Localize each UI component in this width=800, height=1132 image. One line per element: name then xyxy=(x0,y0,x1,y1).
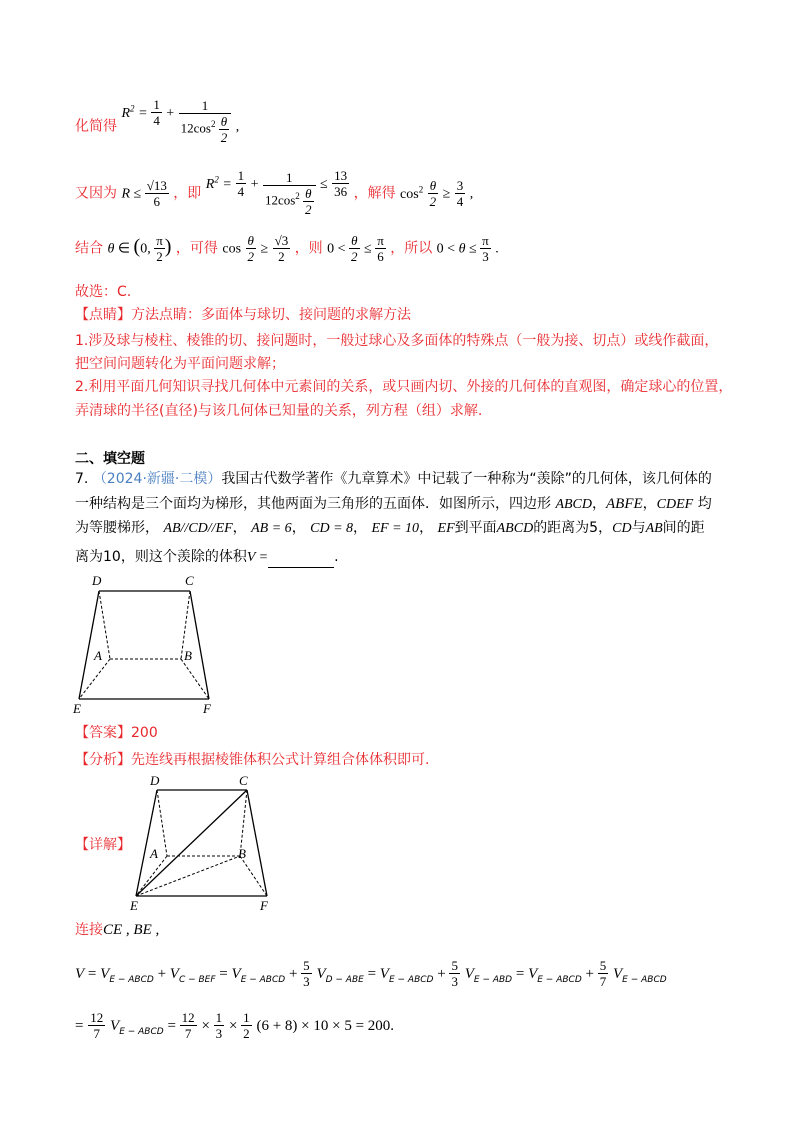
yu-text: 与 xyxy=(631,520,646,536)
v-equals: V = xyxy=(246,550,269,565)
cd-value: CD = 8 xyxy=(310,521,354,536)
kede-text: ，可得 xyxy=(175,240,218,257)
dist-text: 的距离为5， xyxy=(533,520,613,536)
tip-title: 方法点睛：多面体与球切、接问题的求解方法 xyxy=(131,307,411,323)
question-text2: 一种结构是三个面均为梯形，其他两面为三角形的五面体．如图所示，四边形 xyxy=(75,496,551,512)
analysis-text: 先连线再根据棱锥体积公式计算组合体体积即可. xyxy=(131,752,430,768)
figure-trapezoid xyxy=(70,571,220,716)
label-e: E xyxy=(73,701,81,716)
also-prefix: 又因为 xyxy=(75,185,117,202)
label-c: C xyxy=(185,573,194,588)
tip2-line1: 2.利用平面几何知识寻找几何体中元素间的关系，或只画内切、外接的几何体的直观图，确定球心的位置， xyxy=(75,379,733,395)
label-a: A xyxy=(94,648,102,663)
question-line2: 一种结构是三个面均为梯形，其他两面为三角形的五面体．如图所示，四边形 ABCD，ABFE，CDEF 均 xyxy=(75,496,712,512)
frac-sqrt13: $\frac{√13}{6}$ xyxy=(146,178,167,209)
tip2-line2: 弄清球的半径(直径)与该几何体已知量的关系，列方程（组）求解. xyxy=(75,403,483,419)
connect-text: 连接 xyxy=(75,922,103,938)
question-text1: 我国古代数学著作《九章算术》中记载了一种称为“羡除”的几何体，该几何体的 xyxy=(221,471,712,487)
final-value: 200. xyxy=(367,1018,395,1034)
label-b: B xyxy=(184,648,192,663)
combine-prefix: 结合 xyxy=(75,240,103,257)
cd-label: CD xyxy=(612,521,632,536)
answer-value: 200 xyxy=(131,725,158,741)
question-text4: 离为10，则这个羡除的体积 xyxy=(75,549,247,565)
tip-label: 【点睛】 xyxy=(75,307,131,323)
section-title: 二、填空题 xyxy=(75,451,145,467)
question-text3b: 到平面 xyxy=(454,520,497,536)
answer-blank xyxy=(268,553,334,568)
analysis-label: 【分析】 xyxy=(75,752,131,768)
label2-f: F xyxy=(260,898,268,913)
label2-b: B xyxy=(238,846,246,861)
label2-e: E xyxy=(130,898,138,913)
question-line3: 为等腰梯形， AB//CD//EF， AB = 6， CD = 8， EF = 10， EF到平面ABCD的距离为5，CD与AB间的距 xyxy=(75,520,705,536)
detail-label: 【详解】 xyxy=(75,837,131,853)
question-number: 7. xyxy=(75,471,89,487)
answer-label: 【答案】 xyxy=(75,725,131,741)
suoyi-text: ，所以 xyxy=(390,240,433,257)
answer-line xyxy=(75,723,158,743)
question-text3c: 间的距 xyxy=(662,520,705,536)
ab-label: AB xyxy=(645,521,663,536)
label2-c: C xyxy=(239,773,248,788)
label-d: D xyxy=(92,573,102,588)
connect-segments: CE , BE , xyxy=(103,922,160,938)
analysis-line xyxy=(75,750,429,770)
ji-text: ，即 xyxy=(173,185,202,202)
question-line4 xyxy=(75,547,339,568)
volume-eq-line2: = $\frac{12}{7}$ $V_{E - ABCD}$ = $\frac{12}{7}$ × $\frac{1}{3}$ × $\frac{1}{2}$ (6 + 8) × 10 × 5 = 200. xyxy=(75,1010,395,1041)
question-period: . xyxy=(334,549,339,565)
shape-cdef: CDEF xyxy=(656,497,694,512)
label2-a: A xyxy=(150,846,158,861)
jiede-text: ，解得 xyxy=(353,185,396,202)
plane-abcd: ABCD xyxy=(496,521,534,536)
jun-text: 均 xyxy=(697,496,712,512)
tip1-line1: 1.涉及球与棱柱、棱锥的切、接问题时，一般过球心及多面体的特殊点（一般为接、切点）或线作截面， xyxy=(75,333,719,349)
ab-value: AB = 6 xyxy=(251,521,292,536)
ze-text: ，则 xyxy=(294,240,323,257)
label2-d: D xyxy=(150,773,160,788)
question-text3a: 为等腰梯形， xyxy=(75,520,159,536)
simplify-prefix: 化简得 xyxy=(75,118,117,135)
shape-abfe: ABFE xyxy=(606,496,643,512)
formula-r2: $R^2$ xyxy=(121,102,135,121)
simplify-line: 化简得 $R^2$ = $\frac{1}{4}$ + 1 $12\cos^2$ $\frac{\theta}{2}$ , xyxy=(75,97,240,145)
tip-line xyxy=(75,305,411,325)
ef-label: EF xyxy=(437,521,455,536)
choice-line: 故选：C. xyxy=(75,284,132,300)
question-source: （2024·新疆·二模） xyxy=(92,471,222,487)
frac-quarter: $\frac{1}{4}$ xyxy=(153,97,160,128)
frac-cos: 1 $12\cos^2$ $\frac{\theta}{2}$ xyxy=(179,98,232,145)
label-f: F xyxy=(203,701,211,716)
figure-trapezoid-connected xyxy=(128,770,278,915)
connect-line xyxy=(75,920,159,940)
question-line1 xyxy=(75,469,712,489)
shape-abcd: ABCD xyxy=(555,497,593,512)
volume-eq-line1: $V = V_{E - ABCD} + V_{C - BEF} = V_{E - ABCD}$ + $\frac{5}{3}$ $V_{D - ABE} = V_{E - ABCD}$ + $\frac{5}{3}$ $V_{E - ABD} = V_{E - ABCD}$ + $\frac{5}{7}$ $V_{E - ABCD}$ xyxy=(75,958,667,989)
parallel-text: AB//CD//EF xyxy=(163,521,233,536)
condition-line: 又因为 R ≤ $\frac{√13}{6}$ ，即 $R^2$ = $\frac{1}{4}$ + 1 $12\cos^2$ $\frac{\theta}{2}$ ≤ $\frac{13}{36}$ ，解得 $\cos^2$ $\frac{\theta}{2}$ ≥ $\frac{3}{4}$ , xyxy=(75,168,474,217)
combine-line: 结合 θ ∈ (0, $\frac{\pi}{2}$ ) ，可得 cos $\frac{\theta}{2}$ ≥ $\frac{√3}{2}$ ，则 0 < $\frac{\theta}{2}$ ≤ $\frac{\pi}{6}$ ，所以 0 < θ ≤ $\frac{\pi}{3}$ . xyxy=(75,233,499,264)
tip1-line2: 把空间问题转化为平面问题求解； xyxy=(75,356,285,372)
ef-value: EF = 10 xyxy=(371,521,420,536)
